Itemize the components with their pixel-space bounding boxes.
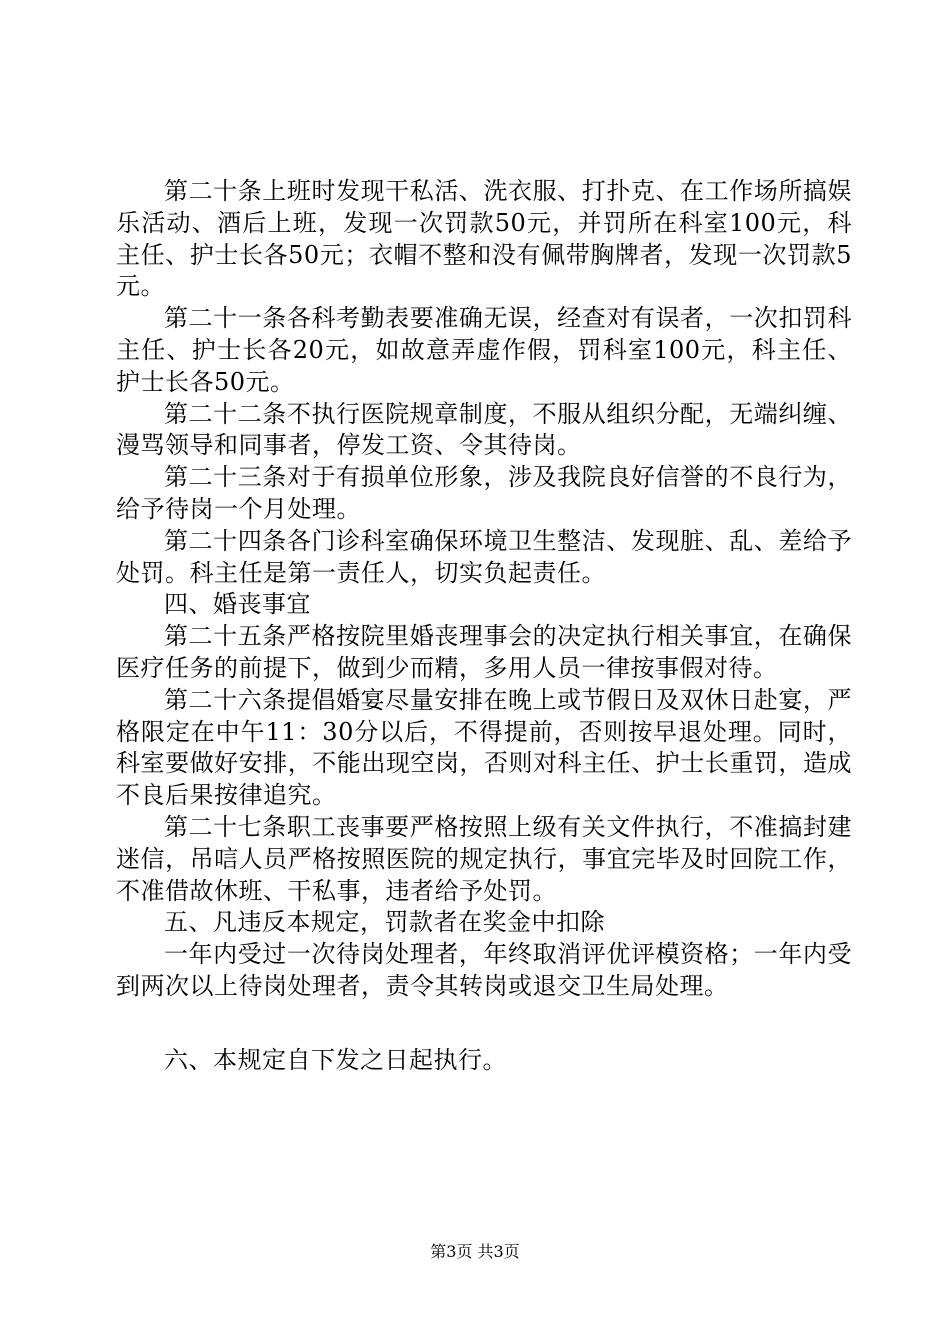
paragraph-article-26: 第二十六条提倡婚宴尽量安排在晚上或节假日及双休日赴宴，严格限定在中午11：30分以后，不得提前，否则按早退处理。同时，科室要做好安排，不能出现空岗，否则对科主任、护士长重罚，造成不良后果按律追究。 [116, 685, 852, 810]
section-heading-5: 五、凡违反本规定，罚款者在奖金中扣除 [164, 908, 605, 937]
paragraph-article-24: 第二十四条各门诊科室确保环境卫生整洁、发现脏、乱、差给予处罚。科主任是第一责任人，切实负起责任。 [116, 526, 852, 587]
paragraph-article-21: 第二十一条各科考勤表要准确无误，经查对有误者，一次扣罚科主任、护士长各20元，如故意弄虚作假，罚科室100元，科主任、护士长各50元。 [116, 304, 852, 396]
paragraph-article-25: 第二十五条严格按院里婚丧理事会的决定执行相关事宜，在确保医疗任务的前提下，做到少而精，多用人员一律按事假对待。 [116, 622, 852, 682]
section-heading-4: 四、婚丧事宜 [164, 590, 311, 619]
paragraph-article-23: 第二十三条对于有损单位形象，涉及我院良好信誉的不良行为，给予待岗一个月处理。 [116, 463, 852, 523]
section-heading-6: 六、本规定自下发之日起执行。 [164, 1045, 507, 1074]
paragraph-article-27: 第二十七条职工丧事要严格按照上级有关文件执行，不准搞封建迷信，吊唁人员严格按照医院的规定执行，事宜完毕及时回院工作，不准借故休班、干私事，违者给予处罚。 [116, 812, 852, 905]
page-number-footer: 第3页 共3页 [430, 1242, 520, 1261]
paragraph-article-22: 第二十二条不执行医院规章制度，不服从组织分配，无端纠缠、漫骂领导和同事者，停发工资、令其待岗。 [116, 399, 852, 460]
document-body [116, 176, 852, 1077]
paragraph-article-20: 第二十条上班时发现干私活、洗衣服、打扑克、在工作场所搞娱乐活动、酒后上班，发现一次罚款50元，并罚所在科室100元，科主任、护士长各50元；衣帽不整和没有佩带胸牌者，发现一次罚款5元。 [116, 177, 852, 301]
paragraph-spacer [116, 1003, 852, 1045]
paragraph-penalty-note: 一年内受过一次待岗处理者，年终取消评优评模资格；一年内受到两次以上待岗处理者，责令其转岗或退交卫生局处理。 [116, 940, 852, 1000]
